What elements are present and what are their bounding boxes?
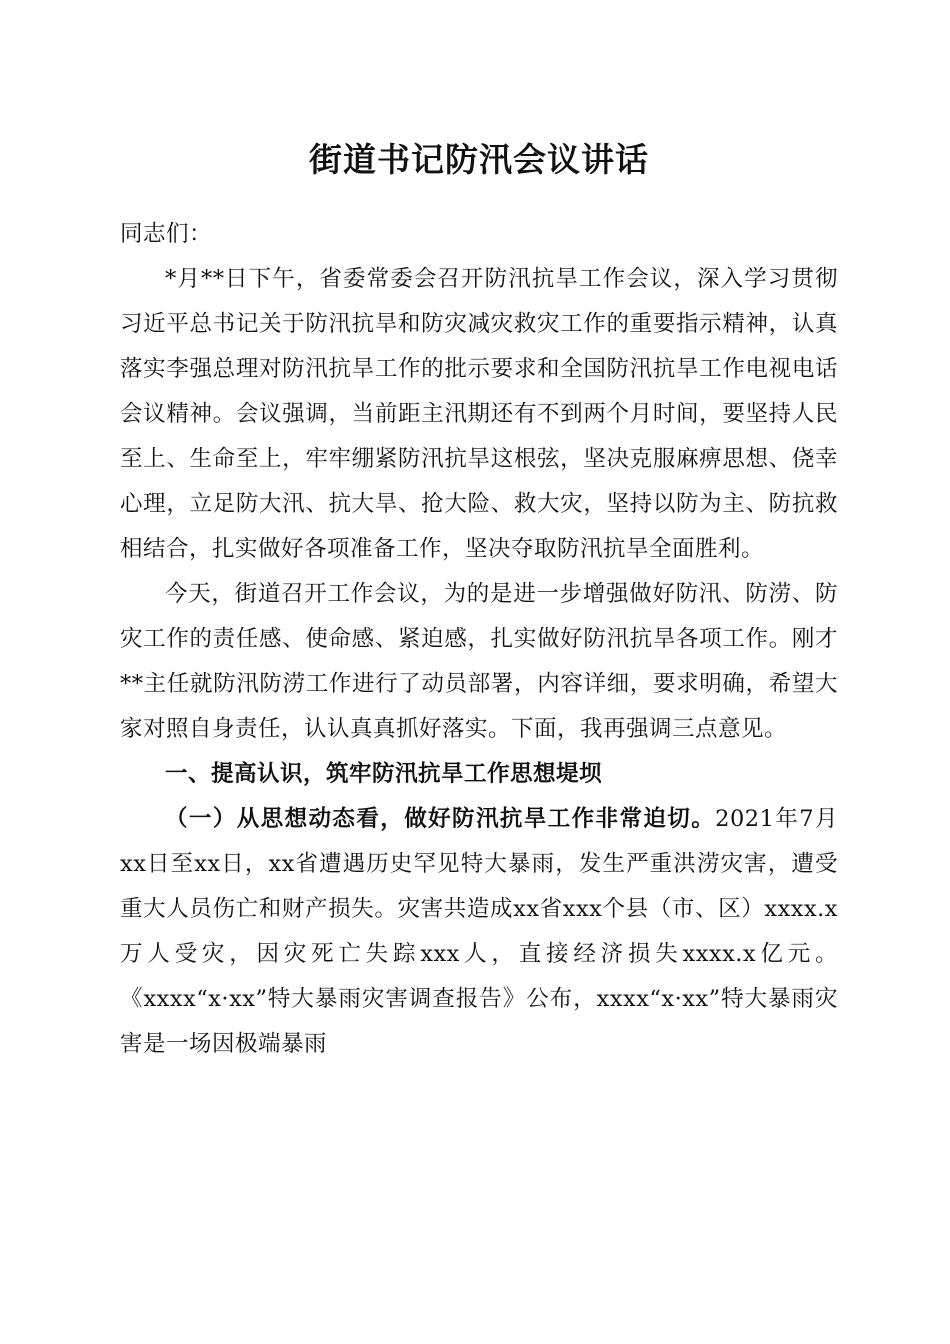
section-heading: 一、提高认识，筑牢防汛抗旱工作思想堤坝: [165, 761, 603, 787]
document-page: [120, 130, 838, 1067]
salutation: 同志们：: [120, 221, 213, 247]
document-title: 街道书记防汛会议讲话: [309, 140, 649, 179]
subsection-lead: （一）从思想动态看，做好防汛抗旱工作非常迫切。: [165, 806, 716, 832]
paragraph-1: *月**日下午，省委常委会召开防汛抗旱工作会议，深入学习贯彻习近平总书记关于防汛抗旱和防灾减灾救灾工作的重要指示精神，认真落实李强总理对防汛抗旱工作的批示要求和全国防汛抗旱工作电视电话会议精神。会议强调，当前距主汛期还有不到两个月时间，要坚持人民至上、生命至上，牢牢绷紧防汛抗旱这根弦，坚决克服麻痹思想、侥幸心理，立足防大汛、抗大旱、抢大险、救大灾，坚持以防为主、防抗救相结合，扎实做好各项准备工作，坚决夺取防汛抗旱全面胜利。: [120, 266, 838, 562]
subsection-body: 2021年7月xx日至xx日，xx省遭遇历史罕见特大暴雨，发生严重洪涝灾害，遭受重大人员伤亡和财产损失。灾害共造成xx省xxx个县（市、区）xxxx.x万人受灾，因灾死亡失踪xxx人，直接经济损失xxxx.x亿元。《xxxx“x·xx”特大暴雨灾害调查报告》公布，xxxx“x·xx”特大暴雨灾害是一场因极端暴雨: [120, 806, 838, 1057]
subsection-paragraph: [120, 797, 838, 1067]
paragraph-2: 今天，街道召开工作会议，为的是进一步增强做好防汛、防涝、防灾工作的责任感、使命感、紧迫感，扎实做好防汛抗旱各项工作。刚才**主任就防汛防涝工作进行了动员部署，内容详细，要求明确，希望大家对照自身责任，认认真真抓好落实。下面，我再强调三点意见。: [120, 581, 838, 742]
